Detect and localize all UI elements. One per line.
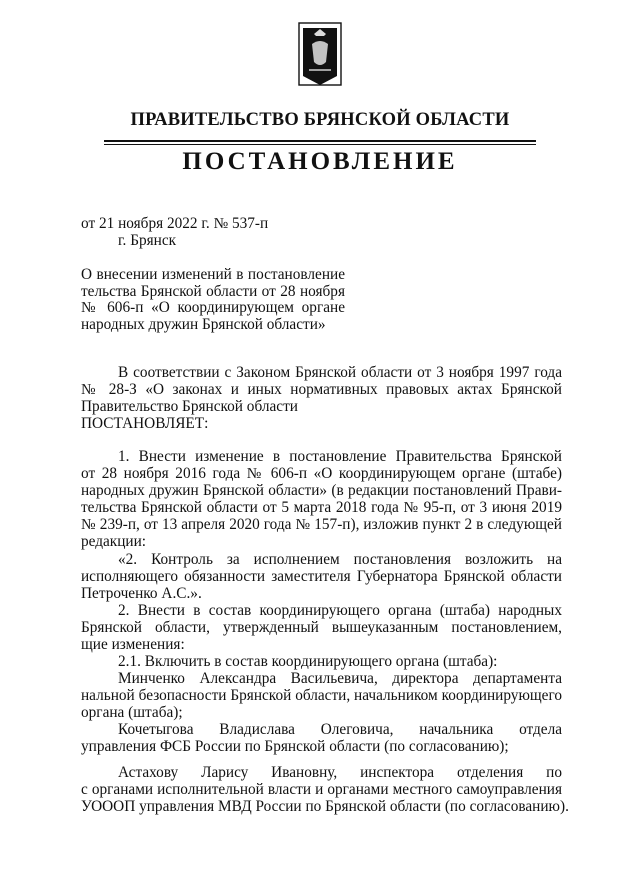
body-line: Минченко Александра Васильевича, директора департамента <box>118 670 562 687</box>
body-line: щие изменения: <box>81 636 185 653</box>
body-line: № 28-З «О законах и иных нормативных правовых актах Брянской <box>81 381 562 398</box>
body-line: ПОСТАНОВЛЯЕТ: <box>81 415 209 432</box>
body-line: «2. Контроль за исполнением постановления возложить на <box>118 551 562 568</box>
body-line: нальной безопасности Брянской области, начальником координирующего <box>81 687 562 704</box>
body-line: 1. Внести изменение в постановление Правительства Брянской <box>118 448 562 465</box>
body-line: 2. Внести в состав координирующего органа (штаба) народных <box>118 602 562 619</box>
body-line: 2.1. Включить в состав координирующего органа (штаба): <box>118 653 498 670</box>
body-line: УОООП управления МВД России по Брянской области (по согласованию). <box>81 798 569 815</box>
body-line: от 28 ноября 2016 года № 606-п «О координирующем органе (штабе) <box>81 465 562 482</box>
body-line: исполняющего обязанности заместителя Губернатора Брянской области <box>81 568 562 585</box>
city: г. Брянск <box>118 232 177 249</box>
title-line: О внесении изменений в постановление <box>81 266 345 283</box>
body-line: управления ФСБ России по Брянской области (по согласованию); <box>81 738 509 755</box>
body-line: Правительство Брянской области <box>81 398 298 415</box>
header-rule-thick <box>104 140 536 142</box>
body-line: народных дружин Брянской области» (в редакции постановлений Прави- <box>81 482 562 499</box>
body-line: редакции: <box>81 533 147 550</box>
title-line: № 606-п «О координирующем органе <box>81 299 345 316</box>
body-line: тельства Брянской области от 5 марта 2018 года № 95-п, от 3 июня 2019 <box>81 499 562 516</box>
body-line: Петроченко А.С.». <box>81 585 202 602</box>
body-line: Кочетыгова Владислава Олеговича, начальника отдела <box>118 721 562 738</box>
date-number: от 21 ноября 2022 г. № 537-п <box>81 215 269 232</box>
document-type: ПОСТАНОВЛЕНИЕ <box>182 148 458 175</box>
coat-of-arms-emblem <box>298 22 342 88</box>
body-line: Брянской области, утвержденный вышеуказанным постановлением, <box>81 619 562 636</box>
government-name: ПРАВИТЕЛЬСТВО БРЯНСКОЙ ОБЛАСТИ <box>130 110 510 130</box>
body-line: с органами исполнительной власти и органами местного самоуправления <box>81 781 562 798</box>
title-line: тельства Брянской области от 28 ноября <box>81 283 345 300</box>
body-line: Астахову Ларису Ивановну, инспектора отделения по <box>118 764 562 781</box>
header-rule-thin <box>104 144 536 145</box>
title-line: народных дружин Брянской области» <box>81 316 326 333</box>
body-line: органа (штаба); <box>81 704 183 721</box>
body-line: В соответствии с Законом Брянской области от 3 ноября 1997 года <box>118 364 562 381</box>
body-line: № 239-п, от 13 апреля 2020 года № 157-п), изложив пункт 2 в следующей <box>81 516 562 533</box>
